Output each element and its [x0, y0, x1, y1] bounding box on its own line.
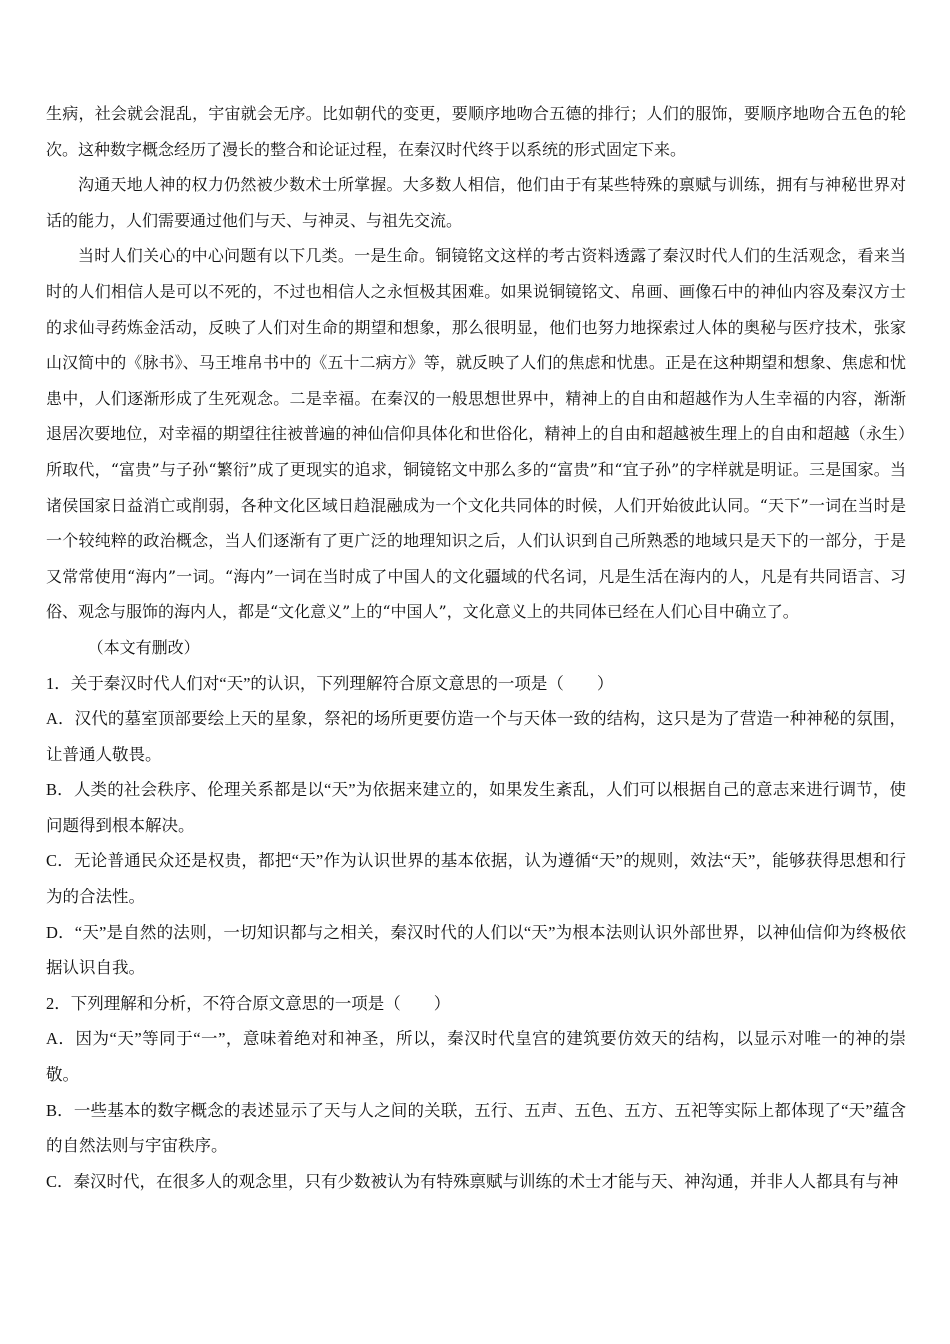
question-1-option-d: D．“天”是自然的法则，一切知识都与之相关，秦汉时代的人们以“天”为根本法则认识外部世界，以神仙信仰为终极依据认识自我。 — [46, 922, 906, 978]
question-1-stem: 1．关于秦汉时代人们对“天”的认识，下列理解符合原文意思的一项是（ ） — [46, 673, 614, 693]
question-1-option-b: B．人类的社会秩序、伦理关系都是以“天”为依据来建立的，如果发生紊乱，人们可以根据自己的意志来进行调节，使问题得到根本解决。 — [46, 780, 906, 835]
question-2-option-c: C．秦汉时代，在很多人的观念里，只有少数被认为有特殊禀赋与训练的术士才能与天、神沟通，并非人人都具有与神 — [46, 1171, 899, 1191]
passage-paragraph-shamans: 沟通天地人神的权力仍然被少数术士所掌握。大多数人相信，他们由于有某些特殊的禀赋与训练，拥有与神秘世界对话的能力，人们需要通过他们与天、与神灵、与祖先交流。 — [46, 175, 906, 230]
question-2-option-b: B．一些基本的数字概念的表述显示了天与人之间的关联，五行、五声、五色、五方、五祀等实际上都体现了“天”蕴含的自然法则与宇宙秩序。 — [46, 1100, 906, 1156]
passage-paragraph-continued: 生病，社会就会混乱，宇宙就会无序。比如朝代的变更，要顺序地吻合五德的排行；人们的服饰，要顺序地吻合五色的轮次。这种数字概念经历了漫长的整合和论证过程，在秦汉时代终于以系统的形式固定下来。 — [46, 104, 906, 159]
document-page — [46, 96, 906, 1199]
question-2-stem: 2．下列理解和分析，不符合原文意思的一项是（ ） — [46, 993, 451, 1013]
question-1-option-c: C．无论普通民众还是权贵，都把“天”作为认识世界的基本依据，认为遵循“天”的规则，效法“天”，能够获得思想和行为的合法性。 — [46, 851, 906, 907]
question-1-option-a: A．汉代的墓室顶部要绘上天的星象，祭祀的场所更要仿造一个与天体一致的结构，这只是为了营造一种神秘的氛围，让普通人敬畏。 — [46, 709, 906, 764]
passage-paragraph-central-questions: 当时人们关心的中心问题有以下几类。一是生命。铜镜铭文这样的考古资料透露了秦汉时代人们的生活观念，看来当时的人们相信人是可以不死的，不过也相信人之永恒极其困难。如果说铜镜铭文、帛画、画像石中的神仙内容及秦汉方士的求仙寻药炼金活动，反映了人们对生命的期望和想象，那么很明显，他们也努力地探索过人体的奥秘与医疗技术，张家山汉简中的《脉书》、马王堆帛书中的《五十二病方》等，就反映了人们的焦虑和忧患。正是在这种期望和想象、焦虑和忧患中，人们逐渐形成了生死观念。二是幸福。在秦汉的一般思想世界中，精神上的自由和超越作为人生幸福的内容，渐渐退居次要地位，对幸福的期望往往被普遍的神仙信仰具体化和世俗化，精神上的自由和超越被生理上的自由和超越（永生）所取代，“富贵”与子孙“繁衍”成了更现实的追求，铜镜铭文中那么多的“富贵”和“宜子孙”的字样就是明证。三是国家。当诸侯国家日益消亡或削弱，各种文化区域日趋混融成为一个文化共同体的时候，人们开始彼此认同。“天下”一词在当时是一个较纯粹的政治概念，当人们逐渐有了更广泛的地理知识之后，人们认识到自己所熟悉的地域只是天下的一部分，于是又常常使用“海内”一词。“海内”一词在当时成了中国人的文化疆域的代名词，凡是生活在海内的人，凡是有共同语言、习俗、观念与服饰的海内人，都是“文化意义”上的“中国人”，文化意义上的共同体已经在人们心目中确立了。 — [46, 246, 906, 622]
question-2-option-a: A．因为“天”等同于“一”，意味着绝对和神圣，所以，秦汉时代皇宫的建筑要仿效天的结构，以显示对唯一的神的崇敬。 — [46, 1029, 906, 1085]
source-note: （本文有删改） — [87, 637, 200, 657]
